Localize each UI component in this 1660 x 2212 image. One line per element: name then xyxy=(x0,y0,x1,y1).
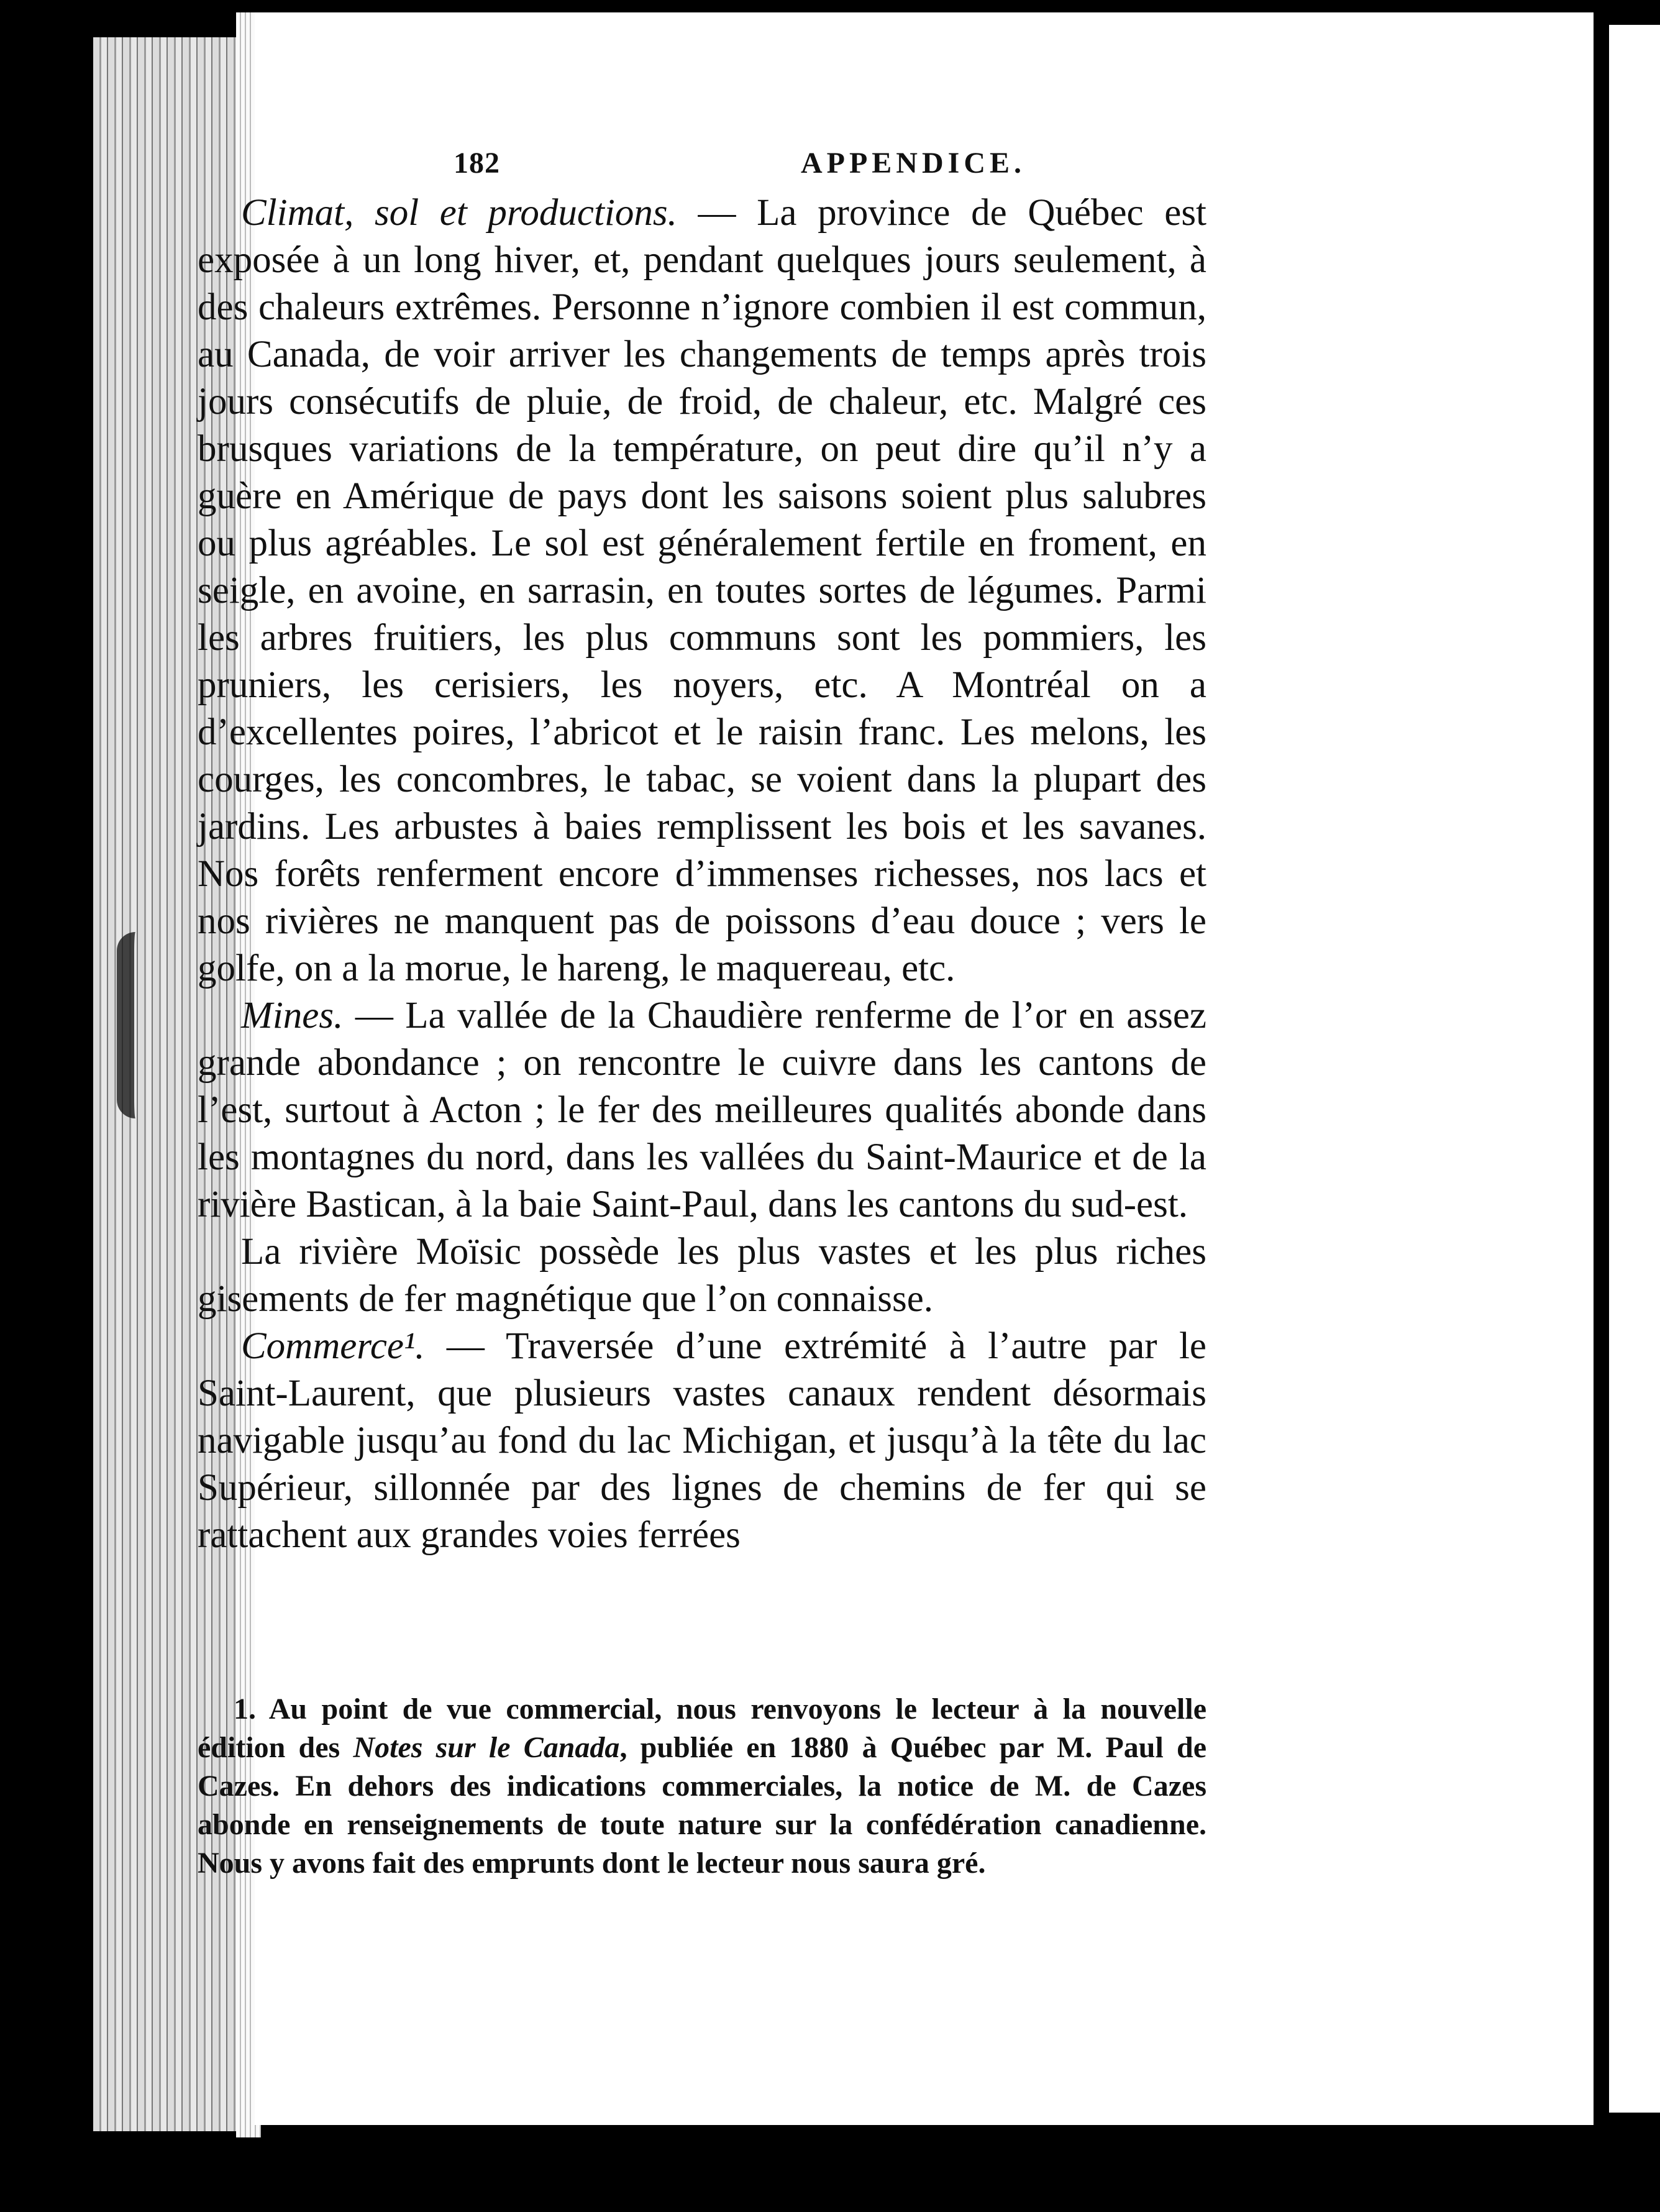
facing-page-sliver xyxy=(1609,25,1660,2113)
paragraph xyxy=(198,190,1206,992)
body-text xyxy=(198,190,1206,1559)
paragraph xyxy=(198,992,1206,1228)
running-title: APPENDICE. xyxy=(800,147,1026,180)
footnote-text-after: , publiée en 1880 à Québec par M. Paul de Cazes. En dehors des indications commerciales, la notice de M. de Cazes abonde en renseignements de toute nature sur la confédération canadienne. Nous y avons fait des emprunts dont le lecteur nous saura gré. xyxy=(198,1731,1207,1880)
footnotes xyxy=(198,1690,1206,1883)
footnote xyxy=(198,1690,1206,1883)
paragraph-text: — La vallée de la Chaudière renferme de l’or en assez grande abondance ; on rencontre le cuivre dans les cantons de l’est, surtout à Acton ; le fer des meilleures qualités abonde dans les montagnes du nord, dans les vallées du Saint-Maurice et de la rivière Bastican, à la baie Saint-Paul, dans les cantons du sud-est. xyxy=(198,995,1206,1225)
edge-ink-mark xyxy=(117,932,209,1118)
paragraph xyxy=(198,1228,1206,1323)
paragraph-text: — La province de Québec est exposée à un long hiver, et, pendant quelques jours seulement, à des chaleurs extrêmes. Personne n’ignore combien il est commun, au Canada, de voir arriver les changements de temps après trois jours consécutifs de pluie, de froid, de chaleur, etc. Malgré ces brusques variations de la température, on peut dire qu’il n’y a guère en Amérique de pays dont les saisons soient plus salubres ou plus agréables. Le sol est généralement fertile en froment, en seigle, en avoine, en sarrasin, en toutes sortes de légumes. Parmi les arbres fruitiers, les plus communs sont les pommiers, les pruniers, les cerisiers, les noyers, etc. A Montréal on a d’excellentes poires, l’abricot et le raisin franc. Les melons, les courges, les concombres, le tabac, se voient dans la plupart des jardins. Les arbustes à baies remplissent les bois et les savanes. Nos forêts renferment encore d’immenses richesses, nos lacs et nos rivières ne manquent pas de poissons d’eau douce ; vers le golfe, on a la morue, le hareng, le maquereau, etc. xyxy=(198,192,1207,989)
paragraph-text: — Traversée d’une extrémité à l’autre par le Saint-Laurent, que plusieurs vastes canaux rendent désormais navigable jusqu’au fond du lac Michigan, et jusqu’à la tête du lac Supérieur, sillonnée par des lignes de chemins de fer qui se rattachent aux grandes voies ferrées xyxy=(198,1325,1206,1556)
page-number: 182 xyxy=(454,147,500,180)
paragraph-lead: Climat, sol et productions. xyxy=(241,192,677,234)
paragraph-lead: Commerce¹. xyxy=(241,1325,425,1367)
paragraph-text: La rivière Moïsic possède les plus vastes et les plus riches gisements de fer magnétique que l’on connaisse. xyxy=(198,1231,1206,1320)
footnote-cited-title: Notes sur le Canada xyxy=(353,1731,620,1764)
footnote-text-before: 1. Au point de vue commercial, nous renvoyons le lecteur à la nouvelle édition des xyxy=(198,1693,1206,1764)
page-header xyxy=(454,146,1510,183)
paragraph xyxy=(198,1323,1206,1559)
paragraph-lead: Mines. xyxy=(241,995,344,1036)
